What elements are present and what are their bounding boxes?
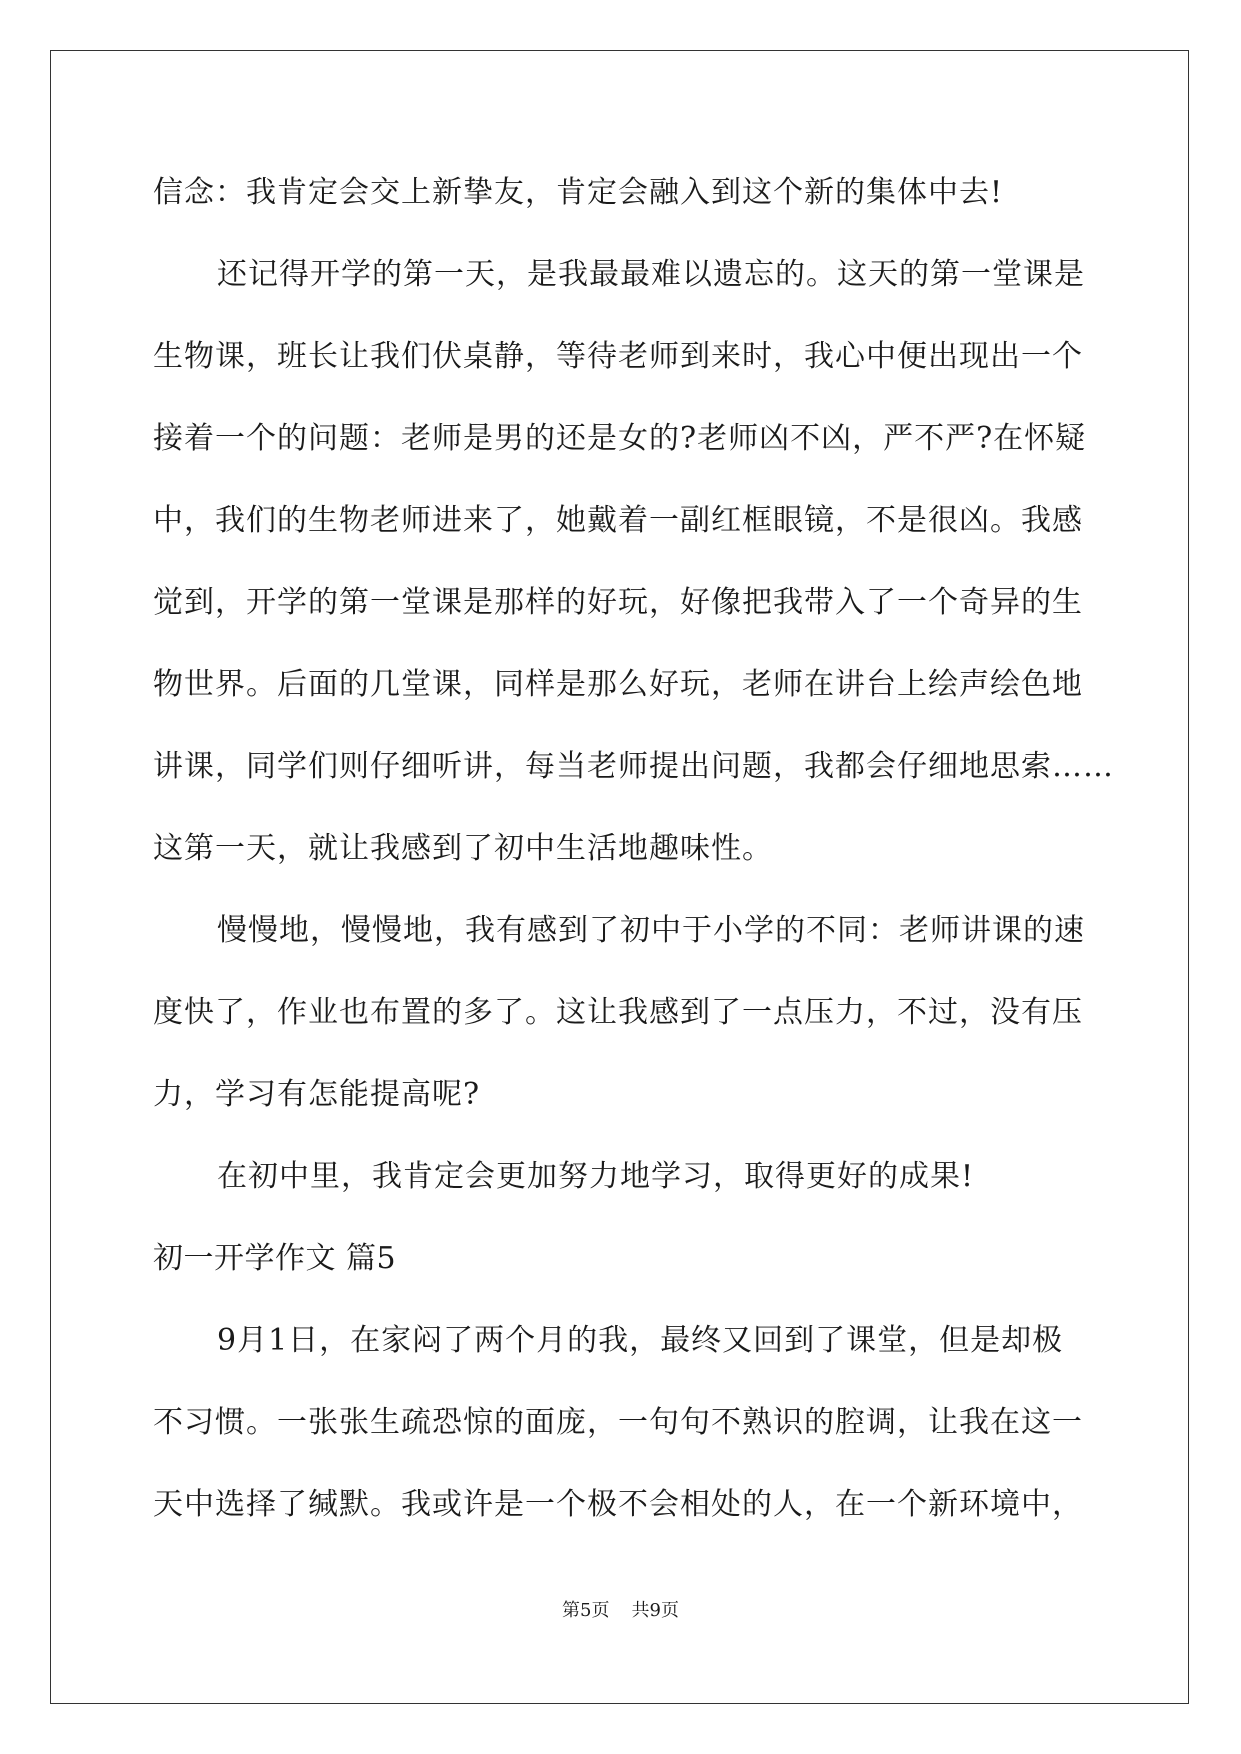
text-line: 讲课，同学们则仔细听讲，每当老师提出问题，我都会仔细地思索…… (153, 749, 1114, 784)
text-line: 信念：我肯定会交上新挚友，肯定会融入到这个新的集体中去! (153, 175, 1004, 210)
text-line: 中，我们的生物老师进来了，她戴着一副红框眼镜，不是很凶。我感 (153, 503, 1083, 538)
total-pages-label: 共9页 (631, 1600, 679, 1621)
text-line: 这第一天，就让我感到了初中生活地趣味性。 (153, 831, 773, 866)
text-line: 生物课，班长让我们伏桌静，等待老师到来时，我心中便出现出一个 (153, 339, 1083, 374)
page-footer (0, 1596, 1241, 1626)
section-heading: 初一开学作文 篇5 (153, 1241, 397, 1276)
text-line: 度快了，作业也布置的多了。这让我感到了一点压力，不过，没有压 (153, 995, 1083, 1030)
text-line: 还记得开学的第一天，是我最最难以遗忘的。这天的第一堂课是 (217, 257, 1085, 292)
document-body (153, 163, 1114, 1557)
text-line: 慢慢地，慢慢地，我有感到了初中于小学的不同：老师讲课的速 (217, 913, 1085, 948)
text-line: 不习惯。一张张生疏恐惊的面庞，一句句不熟识的腔调，让我在这一 (153, 1405, 1083, 1440)
text-line: 在初中里，我肯定会更加努力地学习，取得更好的成果! (217, 1159, 975, 1194)
text-line: 接着一个的问题：老师是男的还是女的?老师凶不凶，严不严?在怀疑 (153, 421, 1087, 456)
text-line: 物世界。后面的几堂课，同样是那么好玩，老师在讲台上绘声绘色地 (153, 667, 1083, 702)
text-line: 天中选择了缄默。我或许是一个极不会相处的人，在一个新环境中， (153, 1487, 1083, 1522)
current-page-label: 第5页 (562, 1600, 610, 1621)
text-line: 9月1日，在家闷了两个月的我，最终又回到了课堂，但是却极 (217, 1323, 1064, 1358)
text-line: 力，学习有怎能提高呢? (153, 1077, 481, 1112)
text-line: 觉到，开学的第一堂课是那样的好玩，好像把我带入了一个奇异的生 (153, 585, 1083, 620)
